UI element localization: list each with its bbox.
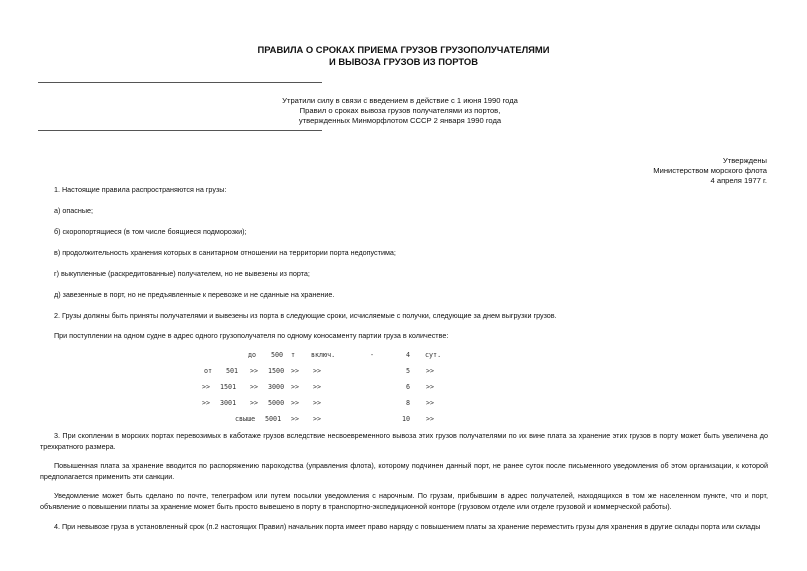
table-cell: 1501 (220, 383, 237, 391)
paragraph-3-notice: Уведомление может быть сделано по почте, телеграфом или путем посылки уведомления с нарочным. По грузам, прибывшим в адрес получателей, находящихся в том же населенном пункте, что и порт, объявление о повышении платы за хранение может быть просто вывешено в порту в транспортно-экспедиционной конторе (грузовом отделе или отделе грузовой и коммерческой работы). (40, 491, 768, 511)
table-cell: >> (426, 399, 435, 407)
paragraph-3: 3. При скоплении в морских портах перевозимых в каботаже грузов вследствие несвоевременного вывоза этих грузов получателями по их вине плата за хранение этих грузов в порту может быть увеличена до трехкратного размера. (40, 431, 768, 451)
paragraph-2-intro: При поступлении на одном судне в адрес одного грузополучателя по одному коносаменту партии груза в количестве: (54, 331, 449, 340)
table-cell: свыше (235, 415, 256, 423)
paragraph-1: 1. Настоящие правила распространяются на грузы: (54, 185, 227, 194)
table-cell: >> (313, 383, 322, 391)
table-cell: >> (250, 383, 259, 391)
table-cell: 501 (226, 367, 239, 375)
note-line: Правил о сроках вывоза грузов получателями из портов, (299, 106, 501, 115)
table-cell: >> (426, 415, 435, 423)
approval-block (653, 156, 767, 186)
approval-line: 4 апреля 1977 г. (710, 176, 767, 185)
note-line: утвержденных Минморфлотом СССР 2 января 1990 года (298, 116, 502, 125)
paragraph-1c: в) продолжительность хранения которых в санитарном отношении на территории порта недопустима; (54, 248, 396, 257)
paragraph-1a: а) опасные; (54, 206, 93, 215)
table-cell: >> (291, 399, 300, 407)
title-line-2: И ВЫВОЗА ГРУЗОВ ИЗ ПОРТОВ (329, 56, 478, 67)
table-cell: >> (291, 383, 300, 391)
table-cell: сут. (425, 351, 442, 359)
table-cell: >> (291, 367, 300, 375)
paragraph-1e: д) завезенные в порт, но не предъявленные к перевозке и не сданные на хранение. (54, 290, 335, 299)
paragraph-1b: б) скоропортящиеся (в том числе боящиеся подморозки); (54, 227, 247, 236)
table-cell: >> (202, 383, 211, 391)
paragraph-4: 4. При невывозе груза в установленный срок (п.2 настоящих Правил) начальник порта имеет право наряду с повышением платы за хранение переместить грузы для хранения в другие склады порта или склады (54, 522, 761, 531)
table-cell: >> (313, 415, 322, 423)
table-cell: 10 (402, 415, 411, 423)
table-cell: до (248, 351, 257, 359)
table-cell: - (370, 351, 375, 359)
table-cell: >> (291, 415, 300, 423)
table-cell: 500 (271, 351, 284, 359)
top-divider (38, 82, 322, 83)
table-cell: т (291, 351, 296, 359)
table-cell: >> (202, 399, 211, 407)
table-cell: 4 (406, 351, 411, 359)
table-cell: >> (250, 367, 259, 375)
table-cell: 5000 (268, 399, 285, 407)
note-line: Утратили силу в связи с введением в действие с 1 июня 1990 года (282, 96, 518, 105)
table-cell: >> (313, 367, 322, 375)
approval-line: Министерством морского флота (653, 166, 767, 175)
table-cell: >> (313, 399, 322, 407)
paragraph-3-surcharge: Повышенная плата за хранение вводится по распоряжению пароходства (управления флота), которому подчинен данный порт, не ранее суток после письменного уведомления об этом организации, к которой предполагается применить эти санкции. (40, 461, 768, 481)
table-cell: 6 (406, 383, 411, 391)
paragraph-2: 2. Грузы должны быть приняты получателями и вывезены из порта в следующие сроки, исчисляемые с получки, следующие за днем выгрузки грузов. (54, 311, 557, 320)
table-cell: >> (250, 399, 259, 407)
document-title (0, 44, 807, 68)
table-cell: 8 (406, 399, 411, 407)
status-note (250, 96, 550, 126)
table-cell: 5001 (265, 415, 282, 423)
table-cell: включ. (311, 351, 336, 359)
table-cell: >> (426, 367, 435, 375)
table-cell: 5 (406, 367, 411, 375)
table-cell: 1500 (268, 367, 285, 375)
table-cell: >> (426, 383, 435, 391)
title-line-1: ПРАВИЛА О СРОКАХ ПРИЕМА ГРУЗОВ ГРУЗОПОЛУЧАТЕЛЯМИ (257, 44, 550, 55)
paragraph-1d: г) выкупленные (раскредитованные) получателем, но не вывезены из порта; (54, 269, 310, 278)
table-cell: 3001 (220, 399, 237, 407)
table-cell: 3000 (268, 383, 285, 391)
approval-line: Утверждены (722, 156, 767, 165)
bottom-divider (38, 130, 322, 131)
table-cell: от (204, 367, 213, 375)
